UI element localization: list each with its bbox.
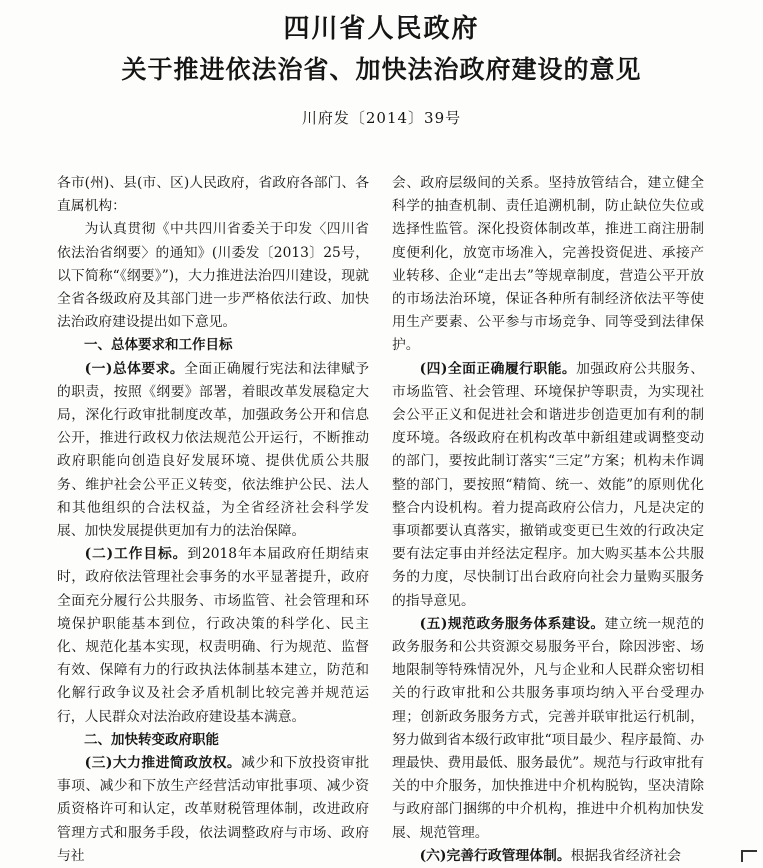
paragraph-4-label: (四)全面正确履行职能。 (419, 360, 577, 377)
document-title-line2: 关于推进依法治省、加快法治政府建设的意见 (121, 55, 642, 84)
paragraph-3-text: 减少和下放投资审批事项、减少和下放生产经营活动审批事项、减少资质资格许可和认定，改革财税管理体制，改进政府管理方式和服务手段，依法调整政府与市场、政府与社 (57, 755, 369, 864)
paragraph-6 (392, 845, 704, 868)
scan-edge-mark (741, 850, 757, 862)
paragraph-2-text: 到2018年本届政府任期结束时，政府依法管理社会事务的水平显著提升，政府全面充分履行公共服务、市场监管、社会管理和环境保护职能基本到位，行政决策的科学化、民主化、规范化基本实现，权责明确、行为规范、监督有效、保障有力的行政执法体制基本建立，防范和化解行政争议及社会矛盾机制比较完善并规范运行，人民群众对法治政府建设基本满意。 (57, 546, 369, 725)
section-heading-1: 一、总体要求和工作目标 (84, 337, 233, 354)
paragraph-1 (57, 358, 369, 544)
right-column (392, 172, 704, 868)
paragraph-2-label: (二)工作目标。 (84, 546, 188, 563)
paragraph-6-label: (六)完善行政管理体制。 (419, 847, 571, 864)
paragraph-1-label: (一)总体要求。 (84, 360, 185, 377)
paragraph-5-text: 建立统一规范的政务服务和公共资源交易服务平台，除因涉密、场地限制等特殊情况外，凡与企业和人民群众密切相关的行政审批和公共服务事项均纳入平台受理办理；创新政务服务方式，完善并联审批运行机制，努力做到省本级行政审批“项目最少、程序最简、办理最快、费用最低、服务最优”。规范与行政审批有关的中介服务，加快推进中介机构脱钩，坚决清除与政府部门捆绑的中介机构，推进中介机构加快发展、规范管理。 (392, 615, 704, 841)
intro-paragraph: 为认真贯彻《中共四川省委关于印发〈四川省依法治省纲要〉的通知》(川委发〔2013〕25号，以下简称“《纲要》”)，大力推进法治四川建设，现就全省各级政府及其部门进一步严格依法行政、加快法治政府建设提出如下意见。 (57, 221, 369, 331)
paragraph-5-label: (五)规范政务服务体系建设。 (419, 615, 605, 632)
paragraph-3-label: (三)大力推进简政放权。 (84, 755, 242, 772)
paragraph-5 (392, 613, 704, 845)
paragraph-3 (57, 752, 369, 868)
paragraph-4 (392, 358, 704, 613)
document-number: 川府发〔2014〕39号 (301, 109, 462, 127)
section-heading-2: 二、加快转变政府职能 (84, 731, 219, 748)
left-column (57, 172, 369, 868)
paragraph-2 (57, 543, 369, 729)
paragraph-3-continued: 会、政府层级间的关系。坚持放管结合，建立健全科学的抽查机制、责任追溯机制，防止缺位失位或选择性监管。深化投资体制改革，推进工商注册制度便利化，放宽市场准入，完善投资促进、承接产业转移、企业“走出去”等规章制度，营造公平开放的市场法治环境，保证各种所有制经济依法平等使用生产要素、公平参与市场竞争、同等受到法律保护。 (392, 175, 704, 354)
document-title-line1: 四川省人民政府 (283, 14, 480, 44)
addressee: 各市(州)、县(市、区)人民政府，省政府各部门、各直属机构： (57, 175, 369, 215)
paragraph-1-text: 全面正确履行宪法和法律赋予的职责，按照《纲要》部署，着眼改革发展稳定大局，深化行政审批制度改革，加强政务公开和信息公开，推进行政权力依法规范公开运行，不断推动政府职能向创造良好发展环境、提供优质公共服务、维护社会公平正义转变，依法维护公民、法人和其他组织的合法权益，为全省经济社会科学发展、加快发展提供更加有力的法治保障。 (57, 360, 370, 540)
paragraph-6-text: 根据我省经济社会 (570, 847, 681, 864)
paragraph-4-text: 加强政府公共服务、市场监管、社会管理、环境保护等职责，为实现社会公平正义和促进社会和谐进步创造更加有利的制度环境。各级政府在机构改革中新组建或调整变动的部门，要按此制订落实“三定”方案；机构未作调整的部门，要按照“精简、统一、效能”的原则优化整合内设机构。着力提高政府公信力，凡是决定的事项都要认真落实，撤销或变更已生效的行政决定要有法定事由并经法定程序。加大购买基本公共服务的力度，尽快制订出台政府向社会力量购买服务的指导意见。 (392, 360, 704, 609)
